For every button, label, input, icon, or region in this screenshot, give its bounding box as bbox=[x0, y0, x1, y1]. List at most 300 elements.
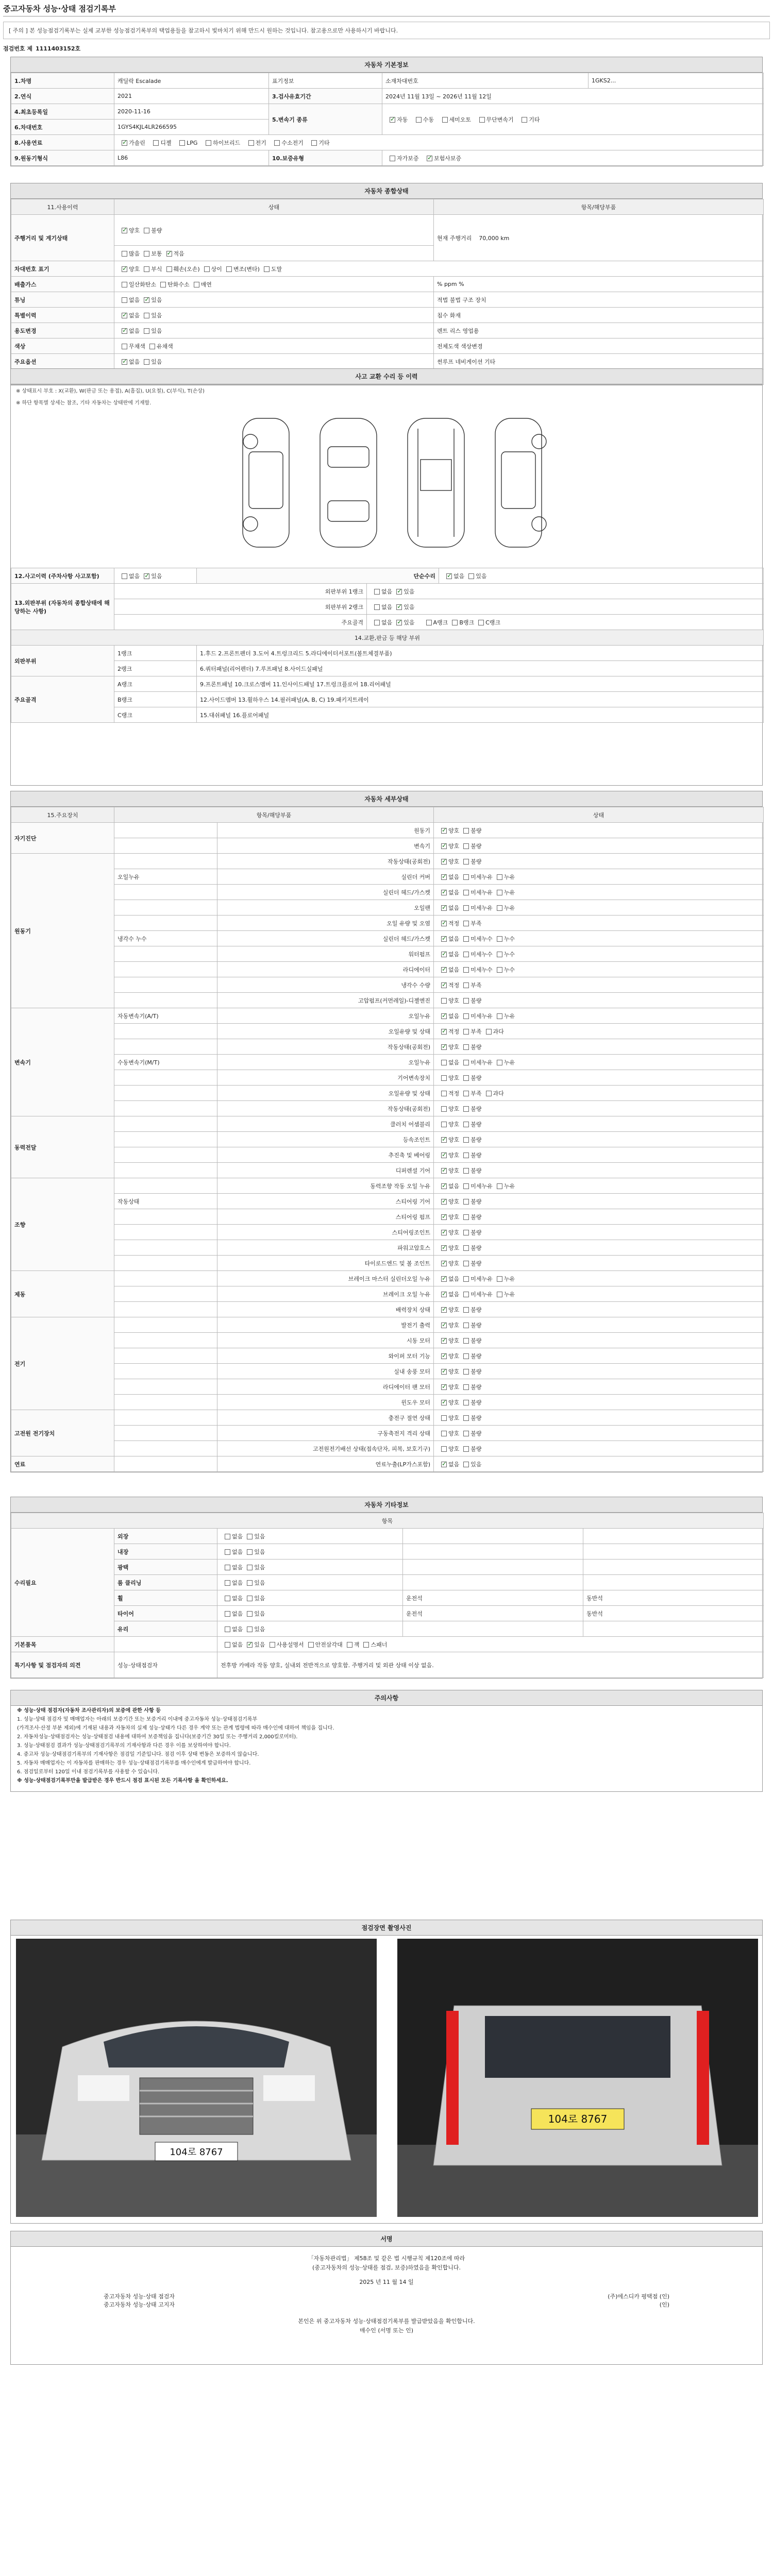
checkbox-icon bbox=[225, 1642, 230, 1648]
checkbox-icon bbox=[427, 156, 432, 161]
detail-sub-label bbox=[114, 1039, 217, 1055]
detail-row bbox=[11, 1240, 764, 1256]
checkbox-icon bbox=[441, 874, 447, 880]
checkbox-icon bbox=[452, 620, 458, 625]
checkbox-icon bbox=[497, 1060, 502, 1065]
checkbox-icon bbox=[441, 1199, 447, 1205]
checkbox-icon bbox=[497, 1292, 502, 1297]
checkbox-icon bbox=[122, 344, 127, 349]
detail-sub-label bbox=[114, 1302, 217, 1317]
checkbox-icon bbox=[426, 620, 432, 625]
checkbox-icon bbox=[441, 1029, 447, 1035]
checkbox-icon bbox=[463, 843, 469, 849]
mileage-value: 70,000 km bbox=[479, 234, 510, 242]
checkbox-icon bbox=[479, 117, 485, 123]
basic-items-label: 기본품목 bbox=[11, 1637, 114, 1652]
checkbox-icon bbox=[463, 1044, 469, 1050]
detail-item-label: 작동상태(공회전) bbox=[217, 1101, 434, 1116]
checkbox-icon bbox=[463, 1307, 469, 1313]
detail-sub-label bbox=[114, 1101, 217, 1116]
detail-state-options: 양호 불량 bbox=[434, 1101, 764, 1116]
checkbox-icon bbox=[441, 936, 447, 942]
checkbox-icon bbox=[122, 297, 127, 303]
other-item-label: 유리 bbox=[114, 1621, 217, 1637]
document-number bbox=[3, 44, 83, 53]
detail-item-label: 오일 유량 및 오염 bbox=[217, 916, 434, 931]
detail-row bbox=[11, 1426, 764, 1441]
checkbox-icon bbox=[441, 967, 447, 973]
detail-row bbox=[11, 1286, 764, 1302]
checkbox-icon bbox=[497, 936, 502, 942]
checkbox-icon bbox=[441, 890, 447, 895]
detail-state-options: ✓ 양호 불량 bbox=[434, 1302, 764, 1317]
other-passenger-side bbox=[583, 1575, 764, 1590]
checkbox-icon bbox=[486, 1091, 492, 1096]
checkbox-icon bbox=[122, 573, 127, 579]
note-line: 2. 자동차성능·상태점검자는 성능·상태점검 내용에 대하여 보증책임을 집니다(보증기간 30일 또는 주행거리 2,000킬로미터). bbox=[17, 1734, 298, 1740]
car-outline-diagram bbox=[11, 408, 762, 568]
checkbox-icon bbox=[463, 1245, 469, 1251]
detail-sub-label: 냉각수 누수 bbox=[114, 931, 217, 946]
detail-row bbox=[11, 1410, 764, 1426]
detail-state-options: ✓ 양호 불량 bbox=[434, 1147, 764, 1163]
other-row bbox=[11, 1606, 764, 1621]
accident-label: 12.사고이력 (주차사항 사고포함) bbox=[11, 568, 114, 584]
detail-item-label: 배력장치 상태 bbox=[217, 1302, 434, 1317]
detail-row bbox=[11, 838, 764, 854]
vin-value: 1GYS4KJL4LR266595 bbox=[114, 120, 269, 135]
detail-sub-label bbox=[114, 1209, 217, 1225]
checkbox-icon bbox=[441, 1183, 447, 1189]
other-driver-side: 운전석 bbox=[403, 1606, 583, 1621]
detail-sub-label: 오일누유 bbox=[114, 869, 217, 885]
note-line: 3. 성능·상태점검 결과가 성능·상태점검기록부의 기재사항과 다른 경우 이를 보상하여야 합니다. bbox=[17, 1743, 231, 1749]
detail-row bbox=[11, 1271, 764, 1286]
other-item-options: 없음 있음 bbox=[217, 1606, 403, 1621]
detail-item-label: 동력조향 작동 오일 누유 bbox=[217, 1178, 434, 1194]
checkbox-icon bbox=[463, 1214, 469, 1220]
detail-sub-label bbox=[114, 1178, 217, 1194]
checkbox-icon bbox=[463, 1029, 469, 1035]
car-side-right-window bbox=[501, 452, 535, 509]
checkbox-icon bbox=[166, 266, 172, 272]
car-side-left-window bbox=[249, 452, 283, 509]
checkbox-icon bbox=[497, 967, 502, 973]
basic-items-options: 없음✓ 있음 사용설명서 안전삼각대 잭 스패너 bbox=[217, 1637, 764, 1652]
checkbox-icon bbox=[396, 589, 402, 595]
rear-photo bbox=[397, 1939, 758, 2217]
note-line: (가격조사·산정 부분 제외)에 기재된 내용과 자동차의 실제 성능·상태가 다른 경우 계약 또는 관계 법령에 따라 매수인에 대하여 책임을 집니다. bbox=[17, 1725, 334, 1731]
detail-item-label: 스티어링조인트 bbox=[217, 1225, 434, 1240]
wheel-icon bbox=[243, 434, 258, 449]
detail-row bbox=[11, 1178, 764, 1194]
other-row bbox=[11, 1590, 764, 1606]
checkbox-icon bbox=[122, 140, 127, 146]
checkbox-icon bbox=[144, 328, 149, 334]
detail-item-label: 실린더 커버 bbox=[217, 869, 434, 885]
first-reg-value: 2020-11-16 bbox=[114, 104, 269, 120]
opinion-text: 전후방 카메라 작동 양호, 실내외 전반적으로 양호함. 주행거리 및 외관 상태 이상 없음. bbox=[217, 1652, 764, 1678]
detail-row bbox=[11, 916, 764, 931]
other-driver-side bbox=[403, 1621, 583, 1637]
detail-sub-label bbox=[114, 1086, 217, 1101]
detail-sub-label bbox=[114, 823, 217, 838]
detail-row bbox=[11, 854, 764, 869]
detail-row bbox=[11, 1132, 764, 1147]
checkbox-icon bbox=[441, 859, 447, 865]
detail-state-options: 양호 불량 bbox=[434, 993, 764, 1008]
detail-state-options: ✓ 양호 불량 bbox=[434, 1163, 764, 1178]
car-name-label: 1.차명 bbox=[11, 73, 114, 89]
other-item-label: 외장 bbox=[114, 1529, 217, 1544]
year-value: 2021 bbox=[114, 89, 269, 104]
car-windshield bbox=[328, 447, 369, 467]
detail-state-options: ✓ 없음 미세누유 누유 bbox=[434, 1008, 764, 1024]
checkbox-icon bbox=[270, 1642, 275, 1648]
checkbox-icon bbox=[390, 117, 395, 123]
checkbox-icon bbox=[441, 905, 447, 911]
detail-state-options: ✓ 양호 불량 bbox=[434, 1194, 764, 1209]
mileage-label: 주행거리 및 계기상태 bbox=[11, 215, 114, 261]
checkbox-icon bbox=[463, 1168, 469, 1174]
checkbox-icon bbox=[463, 967, 469, 973]
detail-state-options: ✓ 없음 미세누수 누수 bbox=[434, 931, 764, 946]
checkbox-icon bbox=[463, 1106, 469, 1112]
damage-legend-2: ※ 하단 항목별 상세는 참조, 기타 자동차는 상태란에 기재함. bbox=[16, 400, 152, 406]
detail-sub-label bbox=[114, 946, 217, 962]
checkbox-icon bbox=[463, 828, 469, 834]
notice-box: [ 주의 ] 본 성능점검기록부는 실제 교부한 성능점검기록부의 택업용들을 참고하시 빛마치기 위해 만드시 원하는 것입니다. 참고용으로만 사용하시기 바랍니다. bbox=[3, 22, 770, 39]
detail-sub-label bbox=[114, 900, 217, 916]
front-plate: 104로 8767 bbox=[170, 2147, 223, 2158]
engine-type-value: L86 bbox=[114, 150, 269, 166]
detail-sub-label bbox=[114, 1364, 217, 1379]
checkbox-icon bbox=[441, 1044, 447, 1050]
signature-heading: 서명 bbox=[11, 2231, 762, 2247]
checkbox-icon bbox=[463, 890, 469, 895]
checkbox-icon bbox=[441, 1230, 447, 1235]
car-rear-window bbox=[328, 501, 369, 521]
detail-sub-label: 자동변속기(A/T) bbox=[114, 1008, 217, 1024]
checkbox-icon bbox=[463, 921, 469, 926]
checkbox-icon bbox=[179, 140, 185, 146]
other-driver-side bbox=[403, 1544, 583, 1560]
checkbox-icon bbox=[463, 1230, 469, 1235]
detail-state-options: ✓ 양호 불량 bbox=[434, 1348, 764, 1364]
inspection-validity-label: 3.검사유효기간 bbox=[269, 89, 382, 104]
buyer-confirm-line: 본인은 위 중고자동차 성능·상태점검기록부를 발급받았음을 확인합니다. bbox=[298, 2318, 475, 2325]
checkbox-icon bbox=[122, 251, 127, 257]
checkbox-icon bbox=[497, 874, 502, 880]
checkbox-icon bbox=[497, 952, 502, 957]
detail-group-label: 자기진단 bbox=[11, 823, 114, 854]
detail-sub-label bbox=[114, 1317, 217, 1333]
detail-row bbox=[11, 962, 764, 977]
detail-state-section bbox=[10, 791, 763, 1472]
other-passenger-side bbox=[583, 1560, 764, 1575]
detail-sub-label bbox=[114, 977, 217, 993]
detail-item-label: 고압펌프(커먼레일)-디젤엔진 bbox=[217, 993, 434, 1008]
transmission-label: 5.변속기 종류 bbox=[269, 104, 382, 135]
checkbox-icon bbox=[441, 1276, 447, 1282]
detail-state-options: ✓ 없음 미세누유 누유 bbox=[434, 869, 764, 885]
document-title: 중고자동차 성능·상태 점검기록부 bbox=[3, 3, 770, 16]
other-row bbox=[11, 1560, 764, 1575]
detail-item-label: 냉각수 수량 bbox=[217, 977, 434, 993]
detail-state-options: ✓ 양호 불량 bbox=[434, 1256, 764, 1271]
checkbox-icon bbox=[225, 1549, 230, 1555]
detail-item-label: 작동상태(공회전) bbox=[217, 1039, 434, 1055]
detail-state-options: ✓ 양호 불량 bbox=[434, 1209, 764, 1225]
checkbox-icon bbox=[441, 982, 447, 988]
detail-sub-label bbox=[114, 1395, 217, 1410]
detail-sub-label bbox=[114, 1379, 217, 1395]
other-info-heading: 자동차 기타정보 bbox=[11, 1497, 762, 1513]
detail-item-label: 브레이크 오일 누유 bbox=[217, 1286, 434, 1302]
checkbox-icon bbox=[247, 1534, 253, 1539]
other-item-options: 없음 있음 bbox=[217, 1529, 403, 1544]
checkbox-icon bbox=[225, 1596, 230, 1601]
checkbox-icon bbox=[225, 1534, 230, 1539]
checkbox-icon bbox=[463, 859, 469, 865]
checkbox-icon bbox=[144, 228, 149, 233]
checkbox-icon bbox=[247, 1580, 253, 1586]
checkbox-icon bbox=[463, 1415, 469, 1421]
opinion-label: 특기사항 및 점검자의 의견 bbox=[11, 1652, 114, 1678]
other-row bbox=[11, 1621, 764, 1637]
checkbox-icon bbox=[463, 1400, 469, 1405]
detail-state-options: ✓ 양호 불량 bbox=[434, 1364, 764, 1379]
detail-state-options: ✓ 적정 부족 과다 bbox=[434, 1024, 764, 1039]
detail-sub-label bbox=[114, 1456, 217, 1472]
detail-sub-label bbox=[114, 1024, 217, 1039]
detail-sub-label: 수동변속기(M/T) bbox=[114, 1055, 217, 1070]
checkbox-icon bbox=[441, 1307, 447, 1313]
checkbox-icon bbox=[160, 282, 166, 287]
checkbox-icon bbox=[416, 117, 422, 123]
photos-heading: 점검장면 촬영사진 bbox=[11, 1920, 762, 1936]
notifier-value: (인) bbox=[659, 2301, 669, 2308]
detail-group-label: 동력전달 bbox=[11, 1116, 114, 1178]
checkbox-icon bbox=[463, 936, 469, 942]
detail-group-label: 조향 bbox=[11, 1178, 114, 1271]
detail-state-options: ✓ 없음 미세누유 누유 bbox=[434, 1286, 764, 1302]
detail-item-label: 스티어링 펌프 bbox=[217, 1209, 434, 1225]
accident-table: 12.사고이력 (주차사항 사고포함) 없음✓ 있음 단순수리 ✓ 없음 있음 13.외판부위 (자동차의 종합상태에 해당하는 사항) 외판부위 1랭크 없음✓ 있음 외판부위 2랭크 없음✓ 있음 주요골격 없음✓ 있음 A랭크 B랭크 C랭크 14.교환,판금 등 해당 부위 외판부위 1랭크 1.후드 2.프론트펜더 3.도어 4.트렁크리드 5.라디에이터서포트(볼트체결부품) 2랭크 6.쿼터패널(리어펜더) 7.루프패널 8.사이드실패널 주요골격 A랭크 9.프론트패널 10.크로스멤버 11.인사이드패널 17.트렁크플로어 18.리어패널 B랭크 12.사이드멤버 13.휠하우스 14.필러패널(A, B, C) 19.패키지트레이 C랭크 15.대쉬패널 16.플로어패널 bbox=[11, 568, 764, 723]
buyer-sign-line: 매수인 (서명 또는 인) bbox=[359, 2327, 414, 2334]
general-col-item: 항목/해당부품 bbox=[434, 199, 764, 215]
rear-plate: 104로 8767 bbox=[548, 2113, 608, 2125]
checkbox-icon bbox=[226, 266, 232, 272]
checkbox-icon bbox=[497, 1013, 502, 1019]
checkbox-icon bbox=[497, 1183, 502, 1189]
other-row bbox=[11, 1544, 764, 1560]
detail-sub-label bbox=[114, 1441, 217, 1456]
detail-state-options: ✓ 양호 불량 bbox=[434, 1333, 764, 1348]
other-passenger-side bbox=[583, 1621, 764, 1637]
detail-sub-label bbox=[114, 854, 217, 869]
checkbox-icon bbox=[311, 140, 317, 146]
checkbox-icon bbox=[122, 228, 127, 233]
checkbox-icon bbox=[441, 1353, 447, 1359]
checkbox-icon bbox=[225, 1565, 230, 1570]
detail-item-label: 충전구 절연 상태 bbox=[217, 1410, 434, 1426]
detail-state-options: ✓ 없음 미세누수 누수 bbox=[434, 962, 764, 977]
checkbox-icon bbox=[463, 982, 469, 988]
checkbox-icon bbox=[441, 828, 447, 834]
checkbox-icon bbox=[441, 1091, 447, 1096]
detail-state-options: ✓ 양호 불량 bbox=[434, 1317, 764, 1333]
inspector-value: (주)에스디카 평택점 (인) bbox=[608, 2293, 669, 2300]
detail-item-label: 원동기 bbox=[217, 823, 434, 838]
detail-state-options: 양호 불량 bbox=[434, 1410, 764, 1426]
detail-item-label: 발전기 출력 bbox=[217, 1317, 434, 1333]
checkbox-icon bbox=[463, 1431, 469, 1436]
checkbox-icon bbox=[463, 1013, 469, 1019]
checkbox-icon bbox=[153, 140, 159, 146]
checkbox-icon bbox=[441, 1106, 447, 1112]
notes-heading: 주의사항 bbox=[11, 1690, 762, 1706]
detail-item-label: 오일유량 및 상태 bbox=[217, 1024, 434, 1039]
notes-section bbox=[10, 1690, 763, 1792]
other-item-options: 없음 있음 bbox=[217, 1560, 403, 1575]
signature-law-line: 「자동차관리법」 제58조 및 같은 법 시행규칙 제120조에 따라 bbox=[308, 2255, 465, 2262]
other-passenger-side bbox=[583, 1529, 764, 1544]
document-number-label: 점검번호 제 bbox=[3, 45, 32, 52]
checkbox-icon bbox=[247, 1626, 253, 1632]
car-side-left bbox=[243, 418, 289, 547]
checkbox-icon bbox=[264, 266, 270, 272]
detail-sub-label bbox=[114, 1163, 217, 1178]
year-label: 2.연식 bbox=[11, 89, 114, 104]
transmission-options: ✓ 자동 수동 세미오토 무단변속기 기타 bbox=[382, 104, 764, 135]
detail-sub-label bbox=[114, 1225, 217, 1240]
detail-item-label: 고전원전기배선 상태(접속단자, 피복, 보호기구) bbox=[217, 1441, 434, 1456]
car-diagram bbox=[11, 408, 762, 568]
checkbox-icon bbox=[206, 140, 211, 146]
detail-row bbox=[11, 900, 764, 916]
checkbox-icon bbox=[441, 1415, 447, 1421]
checkbox-icon bbox=[441, 1431, 447, 1436]
detail-item-label: 윈도우 모터 bbox=[217, 1395, 434, 1410]
signature-law-line-2: (중고자동차의 성능·상태를 점검, 보증)하였음을 확인합니다. bbox=[312, 2264, 461, 2271]
checkbox-icon bbox=[204, 266, 210, 272]
detail-item-label: 오일유량 및 상태 bbox=[217, 1086, 434, 1101]
warranty-options: 자가보증 ✓ 보험사보증 bbox=[382, 150, 764, 166]
detail-row bbox=[11, 1348, 764, 1364]
detail-sub-label bbox=[114, 1333, 217, 1348]
detail-row bbox=[11, 1317, 764, 1333]
detail-state-options: ✓ 양호 불량 bbox=[434, 1379, 764, 1395]
checkbox-icon bbox=[463, 1183, 469, 1189]
detail-sub-label bbox=[114, 993, 217, 1008]
detail-state-options: ✓ 없음 미세누유 누유 bbox=[434, 900, 764, 916]
general-state-heading: 자동차 종합상태 bbox=[11, 183, 762, 199]
checkbox-icon bbox=[522, 117, 527, 123]
detail-sub-label bbox=[114, 1147, 217, 1163]
engine-type-label: 9.원동기형식 bbox=[11, 150, 114, 166]
other-passenger-side: 동반석 bbox=[583, 1606, 764, 1621]
detail-row bbox=[11, 1055, 764, 1070]
detail-row bbox=[11, 1364, 764, 1379]
checkbox-icon bbox=[446, 573, 452, 579]
photos-section bbox=[10, 1920, 763, 2224]
checkbox-icon bbox=[374, 589, 380, 595]
detail-item-label: 실린더 헤드/가스켓 bbox=[217, 931, 434, 946]
basic-info-section bbox=[10, 57, 763, 166]
detail-state-options: ✓ 양호 불량 bbox=[434, 1132, 764, 1147]
detail-sub-label: 작동상태 bbox=[114, 1194, 217, 1209]
detail-row bbox=[11, 1194, 764, 1209]
detail-state-options: ✓ 없음 미세누유 누유 bbox=[434, 1178, 764, 1194]
checkbox-icon bbox=[122, 282, 127, 287]
detail-state-options: ✓ 양호 불량 bbox=[434, 1225, 764, 1240]
checkbox-icon bbox=[441, 1214, 447, 1220]
checkbox-icon bbox=[390, 156, 395, 161]
other-row bbox=[11, 1529, 764, 1544]
inspection-validity-value: 2024년 11월 13일 ~ 2026년 11월 12일 bbox=[382, 89, 764, 104]
detail-group-label: 연료 bbox=[11, 1456, 114, 1472]
note-line: ※ 성능·상태점검기록부만을 발급받은 경우 반드시 점검 표시된 모든 기록사항 을 확인하세요. bbox=[17, 1778, 228, 1784]
detail-item-label: 기어변속장치 bbox=[217, 1070, 434, 1086]
detail-state-options: ✓ 양호 불량 bbox=[434, 1039, 764, 1055]
detail-row bbox=[11, 1302, 764, 1317]
checkbox-icon bbox=[225, 1580, 230, 1586]
checkbox-icon bbox=[441, 1338, 447, 1344]
checkbox-icon bbox=[497, 1276, 502, 1282]
detail-sub-label bbox=[114, 1426, 217, 1441]
detail-item-label: 구동축전지 격리 상태 bbox=[217, 1426, 434, 1441]
checkbox-icon bbox=[463, 1462, 469, 1467]
checkbox-icon bbox=[463, 1323, 469, 1328]
checkbox-icon bbox=[247, 1549, 253, 1555]
detail-item-label: 파워고압호스 bbox=[217, 1240, 434, 1256]
detail-row bbox=[11, 1070, 764, 1086]
checkbox-icon bbox=[144, 359, 149, 365]
other-item-options: 없음 있음 bbox=[217, 1621, 403, 1637]
checkbox-icon bbox=[363, 1642, 369, 1648]
document-number-value: 1111403152호 bbox=[35, 45, 81, 52]
first-reg-label: 4.최초등록일 bbox=[11, 104, 114, 120]
checkbox-icon bbox=[166, 251, 172, 257]
checkbox-icon bbox=[144, 573, 149, 579]
checkbox-icon bbox=[441, 1462, 447, 1467]
detail-row bbox=[11, 1039, 764, 1055]
detail-state-options: ✓ 양호 불량 bbox=[434, 823, 764, 838]
detail-row bbox=[11, 1395, 764, 1410]
detail-sub-label bbox=[114, 1240, 217, 1256]
checkbox-icon bbox=[122, 359, 127, 365]
detail-group-label: 전기 bbox=[11, 1317, 114, 1410]
detail-row bbox=[11, 1116, 764, 1132]
detail-row bbox=[11, 1209, 764, 1225]
detail-sub-label bbox=[114, 1132, 217, 1147]
detail-state-options: 없음 미세누유 누유 bbox=[434, 1055, 764, 1070]
detail-state-options: ✓ 없음 미세누유 누유 bbox=[434, 1271, 764, 1286]
detail-state-options: ✓ 양호 불량 bbox=[434, 838, 764, 854]
detail-item-label: 라디에이터 bbox=[217, 962, 434, 977]
detail-item-label: 변속기 bbox=[217, 838, 434, 854]
other-item-options: 없음 있음 bbox=[217, 1575, 403, 1590]
detail-group-label: 원동기 bbox=[11, 854, 114, 1008]
checkbox-icon bbox=[478, 620, 484, 625]
detail-row bbox=[11, 1256, 764, 1271]
detail-sub-label bbox=[114, 1286, 217, 1302]
detail-row bbox=[11, 1225, 764, 1240]
detail-item-label: 와이퍼 모터 기능 bbox=[217, 1348, 434, 1364]
other-passenger-side bbox=[583, 1544, 764, 1560]
checkbox-icon bbox=[441, 998, 447, 1004]
